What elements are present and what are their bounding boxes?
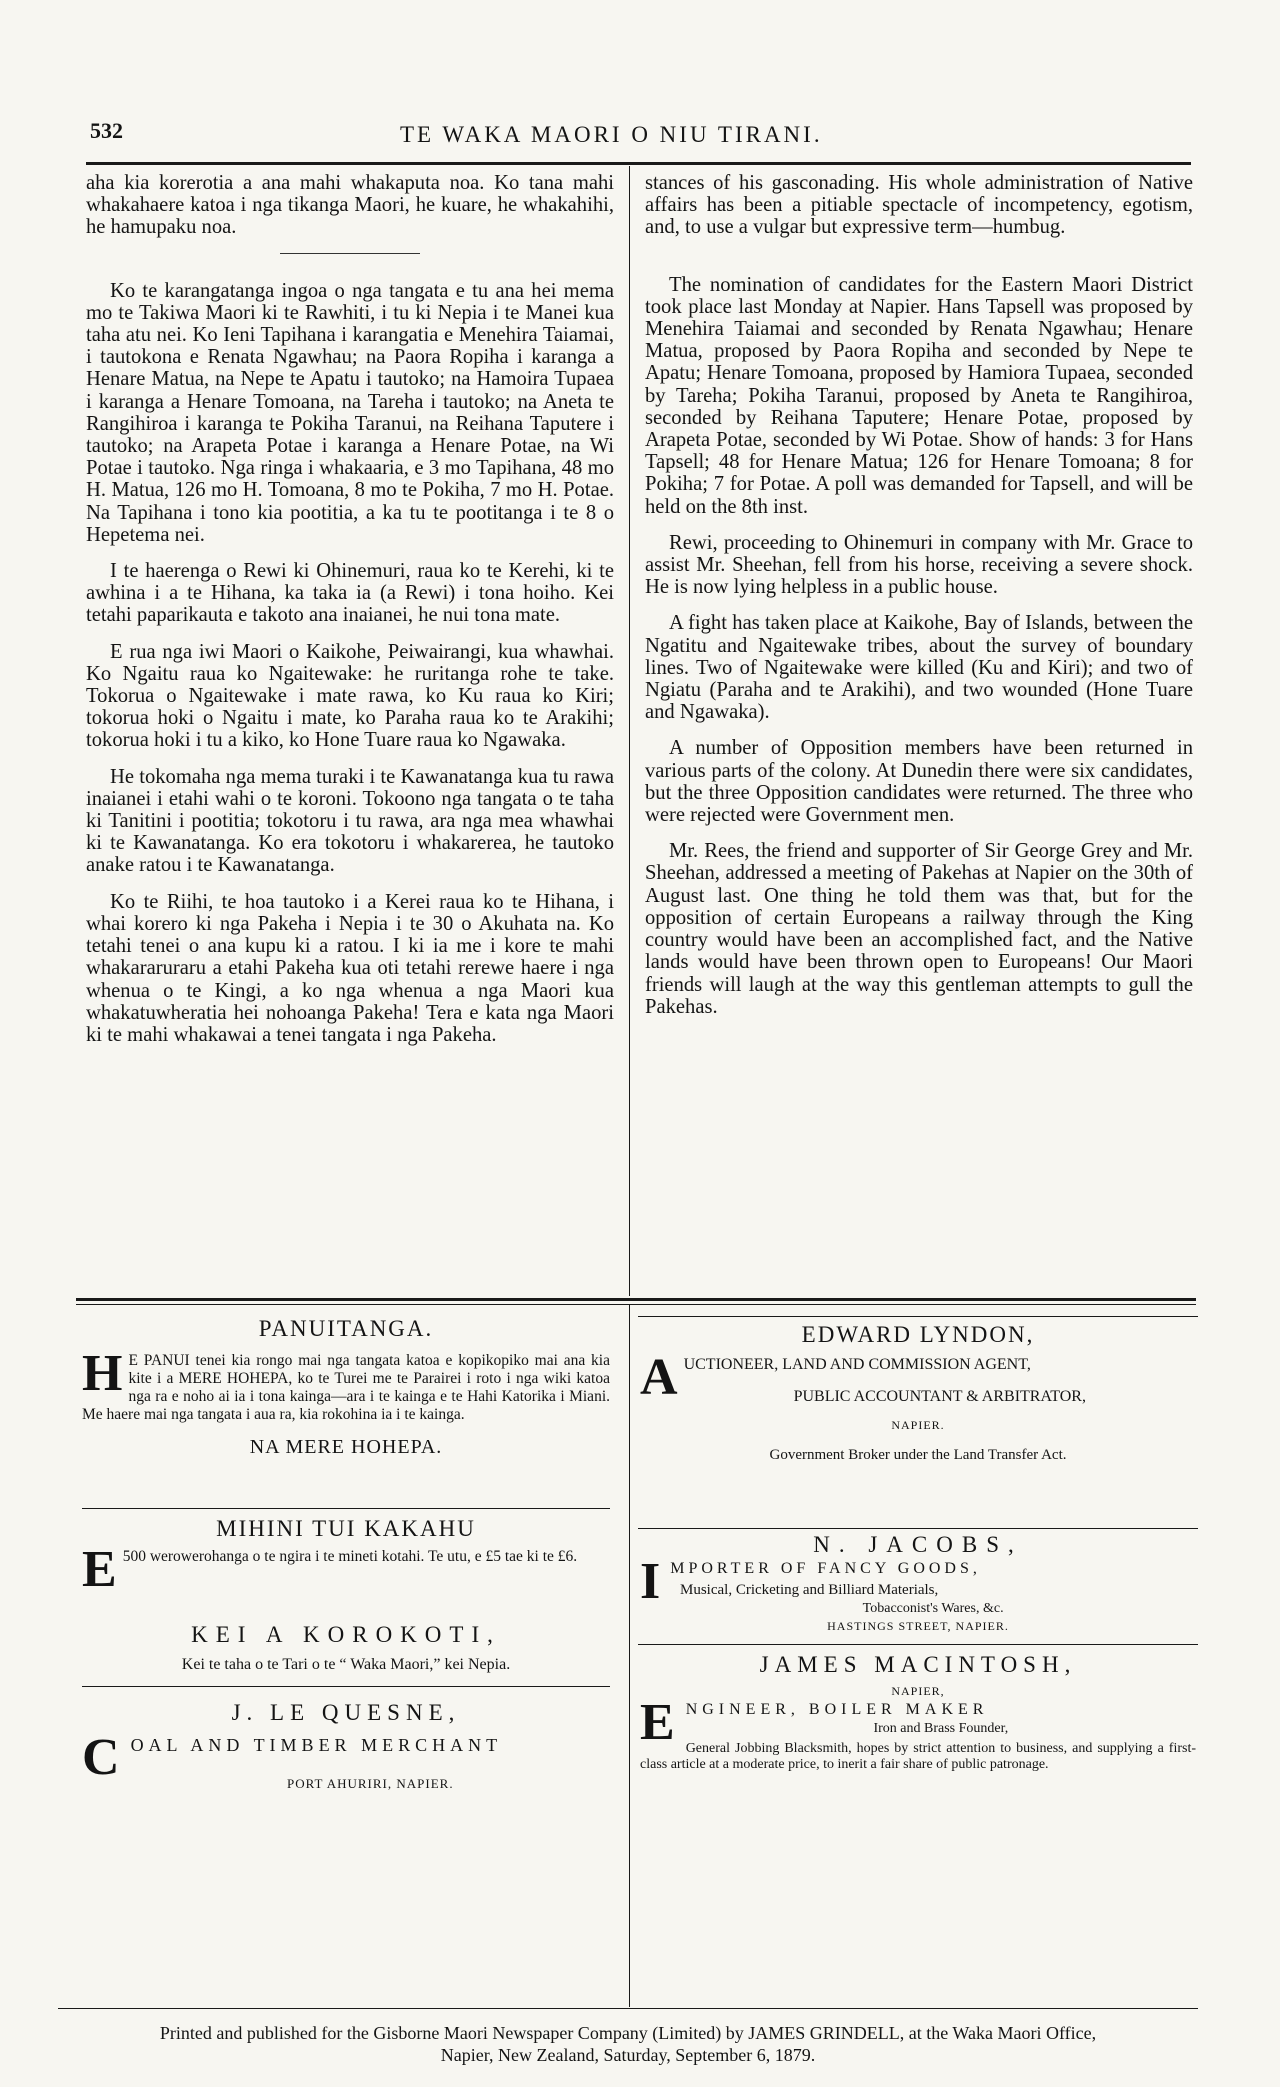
right-column [645,172,1193,1032]
masthead: TE WAKA MAORI O NIU TIRANI. [400,122,823,147]
ad-line: Musical, Cricketing and Billiard Materials, [680,1582,939,1598]
column-divider [629,166,630,1296]
dropcap: E [640,1694,680,1751]
article-paragraph: Ko te karangatanga ingoa o nga tangata e tu ana hei mema mo te Takiwa Maori ki te Rawhiti, i tu ki Nepia i te Manei kua taha atu nei. Ko Ieni Tapihana i karangatia e Menehira Taiamai, i tautokona e Renata Ngawhau; na Paora Ropiha i karanga a Henare Matua, na Nepe te Apatu i tautoko; na Hamoira Tupaea i karanga a Henare Tomoana, na Tareha i tautoko; na Aneta te Rangihiroa i karanga te Pokiha Taranui, na Reihana Taputere i tautoko; na Arapeta Potae i karanga a Henare Potae, na Wi Potae i tautoko. Nga ringa i whakaaria, e 3 mo Tapihana, 48 mo H. Matua, 126 mo H. Tomoana, 8 mo te Pokiha, 7 mo H. Potae. Na Tapihana i tono kia pootitia, a ka tu te pootitanga i te 8 o Hepetema nei. [86,279,614,546]
dropcap: E [82,1541,117,1598]
ad-title: MIHINI TUI KAKAHU [216,1516,476,1541]
dropcap: A [640,1349,678,1406]
ad-title: JAMES MACINTOSH, [759,1652,1077,1677]
ad-rule [82,1508,610,1509]
article-paragraph: A number of Opposition members have been returned in various parts of the colony. At Dunedin there were six candidates, but the three Opposition candidates were returned. The three who were rejected were Government men. [645,737,1193,827]
article-paragraph: Ko te Riihi, te hoa tautoko i a Kerei raua ko te Hihana, i whai korero ki nga Pakeha i Nepia i te 30 o Akuhata na. Ko tetahi tenei o ana kupu ki a ratou. I ki ia me i kore te mahi whakararuraru a etahi Pakeha kua oti tetahi rerewe haere i nga whenua o te Kingi, a ko nga whenua a nga Maori kua whakatuwheratia hei nohoanga Pakeha! Tera e kata nga Maori ki te mahi whakawai a tenei tangata i nga Pakeha. [86,890,614,1046]
ad-title: N. JACOBS, [813,1532,1023,1557]
article-paragraph: A fight has taken place at Kaikohe, Bay of Islands, between the Ngatitu and Ngaitewake tribes, about the survey of boundary lines. Two of Ngaitewake were killed (Ku and Kiri); and two of Ngiatu (Paraha and te Arakihi), and two wounded (Hone Tuare and Ngawaka). [645,612,1193,724]
ad-text: General Jobbing Blacksmith, hopes by strict attention to business, and supplying a first-class article at a moderate price, to inerit a fair share of public patronage. [640,1741,1196,1772]
ad-line: Iron and Brass Founder, [873,1721,1009,1736]
page-number: 532 [90,118,123,143]
imprint-line: Napier, New Zealand, Saturday, September 6, 1879. [440,2045,816,2065]
ad-title: J. LE QUESNE, [231,1700,461,1725]
ad-lequesne [82,1700,610,1792]
ad-address: PORT AHURIRI, NAPIER. [286,1776,454,1791]
imprint-rule [58,2008,1198,2009]
ad-rule [638,1644,1198,1645]
header-rule [86,162,1191,165]
ad-signature: NA MERE HOHEPA. [249,1436,443,1458]
ads-rule-top [76,1298,1196,1301]
dropcap: H [82,1345,123,1402]
ads-rule-top-thin [76,1304,1196,1305]
ad-body [82,1345,610,1424]
ad-title: PANUITANGA. [258,1316,434,1341]
ad-jacobs [640,1532,1196,1634]
ad-note: Government Broker under the Land Transfer Act. [769,1447,1067,1463]
ad-text: Kei te taha o te Tari o te “ Waka Maori,” kei Nepia. [181,1656,511,1673]
ad-text: MPORTER OF FANCY GOODS, [670,1560,981,1577]
imprint [58,2022,1198,2066]
ad-korokoti [82,1622,610,1674]
article-paragraph: stances of his gasconading. His whole administration of Native affairs has been a pitiable spectacle of incompetency, egotism, and, to use a vulgar but expressive term—humbug. [645,172,1193,239]
article-paragraph: He tokomaha nga mema turaki i te Kawanatanga kua tu rawa inaianei i etahi wahi o te koroni. Tokoono nga tangata o te taha ki Tanitini i pootitia; tokotoru i tu rawa, ara nga mea whawhai ki te Kawanatanga. Ko era tokotoru i whakarerea, he tautoko anake ratou i te Kawanatanga. [86,765,614,877]
imprint-line: Printed and published for the Gisborne Maori Newspaper Company (Limited) by JAMES GRINDELL, at the Waka Maori Office, [159,2023,1097,2043]
ad-line: Tobacconist's Wares, &c. [862,1601,1004,1616]
article-paragraph: Rewi, proceeding to Ohinemuri in company with Mr. Grace to assist Mr. Sheehan, fell from his horse, receiving a severe shock. He is now lying helpless in a public house. [645,531,1193,599]
ad-mihini [82,1516,610,1598]
ad-text: NGINEER, BOILER MAKER [685,1701,989,1718]
ad-title: EDWARD LYNDON, [801,1322,1035,1347]
ad-panuitanga [82,1316,610,1459]
ad-text: UCTIONEER, LAND AND COMMISSION AGENT, [683,1356,1031,1373]
ad-body [82,1541,610,1598]
article-paragraph: E rua nga iwi Maori o Kaikohe, Peiwairangi, kua whawhai. Ko Ngaitu raua ko Ngaitewake: he ruritanga rohe te take. Tokorua o Ngaitewake i mate rawa, ko Ku raua ko Kiri; tokorua hoki o Ngaitu i mate, ko Paraha raua ko te Arakihi; tokorua hoki i tu a kiko, ko Hone Tuare raua ko Ngawaka. [86,640,614,752]
dropcap: C [82,1729,125,1786]
ad-address: HASTINGS STREET, NAPIER. [827,1619,1009,1633]
ad-rule [638,1316,1198,1317]
ad-lyndon [640,1322,1196,1464]
article-paragraph: aha kia korerotia a ana mahi whakaputa noa. Ko tana mahi whakahaere katoa i nga tikanga Maori, he kuare, he whakahihi, he hamupaku noa. [86,172,614,239]
ad-line: PUBLIC ACCOUNTANT & ARBITRATOR, [793,1388,1086,1405]
article-paragraph: Mr. Rees, the friend and supporter of Sir George Grey and Mr. Sheehan, addressed a meeting of Pakehas at Napier on the 30th of August last. One thing he told them was that, but for the opposition of certain Europeans a railway through the King country would have been an accomplished fact, and the Native lands would have been thrown open to Europeans! Our Maori friends will laugh at the way this gentleman attempts to gull the Pakehas. [645,840,1193,1018]
page-header [90,118,1190,158]
left-column [86,172,614,1060]
ad-place: NAPIER. [891,1418,945,1432]
ad-text: E PANUI tenei kia rongo mai nga tangata katoa e kopikopiko mai ana kia kite i a MERE HOHEPA, ko te Turei me te Parairei i roto i nga wiki katoa nga ra e noho ai ia i tona kainga—ara i te kainga e te Hahi Katorika i Miani. Me haere mai nga tangata i aua ra, kia rokohina ia i te kainga. [82,1352,610,1423]
ad-text: 500 werowerohanga o te ngira i te mineti kotahi. Te utu, e £5 tae ki te £6. [122,1548,578,1565]
ad-macintosh [640,1652,1196,1773]
article-separator [280,253,420,254]
ad-title: KEI A KOROKOTI, [191,1622,501,1647]
ad-text: OAL AND TIMBER MERCHANT [130,1735,503,1755]
article-paragraph: The nomination of candidates for the Eastern Maori District took place last Monday at Napier. Hans Tapsell was proposed by Menehira Taiamai and seconded by Renata Ngawhau; Henare Matua, proposed by Paora Ropiha and seconded by Nepe te Apatu; Henare Tomoana, proposed by Hamiora Tupaea, seconded by Tareha; Pokiha Taranui, proposed by Aneta te Rangihiroa, seconded by Reihana Taputere; Henare Potae, proposed by Arapeta Potae, seconded by Wi Potae. Show of hands: 3 for Hans Tapsell; 48 for Henare Matua; 126 for Henare Tomoana; 8 for Pokiha; 7 for Potae. A poll was demanded for Tapsell, and will be held on the 8th inst. [645,273,1193,518]
ad-rule [82,1686,610,1687]
dropcap: I [640,1553,665,1610]
article-paragraph: I te haerenga o Rewi ki Ohinemuri, raua ko te Kerehi, ki te awhina i a te Hihana, ka taka ia (a Rewi) i tona hoiho. Kei tetahi paparikauta e takoto ana inaianei, he nui tona mate. [86,560,614,627]
ad-rule [638,1528,1198,1529]
ads-divider [629,1305,630,2007]
ad-place: NAPIER, [891,1684,945,1698]
